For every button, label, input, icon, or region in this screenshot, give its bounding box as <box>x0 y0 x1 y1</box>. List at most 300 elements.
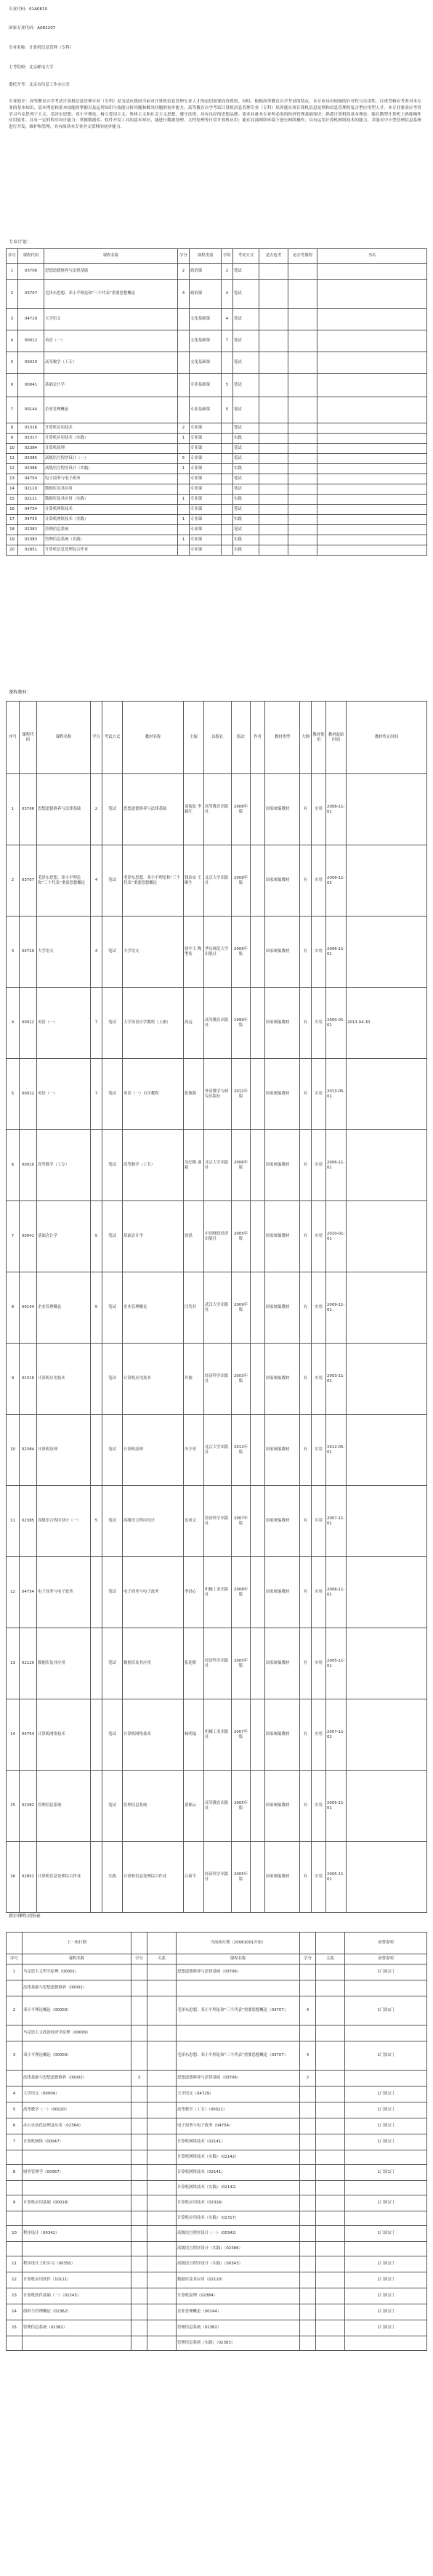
materials-cell: 02120 <box>20 1628 37 1699</box>
materials-cell <box>251 1415 265 1486</box>
table-row <box>7 2026 427 2041</box>
transition-header-cell: 课程名称 <box>23 1954 131 1964</box>
plan-cell <box>178 545 190 556</box>
materials-cell: 国家统编教材 <box>265 1699 300 1771</box>
materials-header-cell: 作者 <box>251 702 265 774</box>
materials-cell <box>347 1344 427 1415</box>
transition-cell <box>131 2226 147 2242</box>
table-row <box>7 2288 427 2304</box>
materials-cell: 有 <box>300 1557 312 1628</box>
materials-cell: 大学语文 <box>37 917 91 988</box>
transition-cell: 邓小平理论概论（00003） <box>23 2041 131 2071</box>
transition-cell: 3 <box>131 2071 147 2087</box>
materials-cell: 10 <box>7 1415 20 1486</box>
transition-cell <box>316 2087 345 2102</box>
materials-cell: 笔试 <box>102 1628 123 1699</box>
materials-cell: 北京大学出版社 <box>204 1130 232 1201</box>
table-row <box>7 2320 427 2336</box>
materials-cell: 5 <box>91 1272 102 1344</box>
table-row <box>7 1059 427 1130</box>
transition-cell <box>147 2256 177 2272</box>
materials-cell: 毛泽东思想、邓小平理论和“三个代表”重要思想概论 <box>123 845 184 917</box>
plan-cell <box>317 397 427 423</box>
materials-cell: 高级语言程序设计 <box>123 1486 184 1557</box>
materials-cell: 黄梯云 <box>184 1771 204 1842</box>
plan-cell: 笔试 <box>233 505 259 515</box>
transition-cell: 组织与管理概论（02362） <box>23 2304 131 2320</box>
plan-cell <box>317 264 427 280</box>
plan-header-cell: 考试方式 <box>233 249 259 264</box>
plan-cell: 企业管理概论 <box>44 397 178 423</box>
materials-cell <box>347 1059 427 1130</box>
materials-cell: 2007-11-01 <box>326 1486 347 1557</box>
materials-cell: 7 <box>7 1201 20 1272</box>
plan-cell <box>259 423 288 434</box>
transition-cell: 10 <box>7 2226 23 2242</box>
plan-cell <box>288 309 317 330</box>
plan-cell: 00041 <box>18 374 44 397</box>
transition-cell <box>7 1980 23 1996</box>
transition-period-header-cell <box>7 1933 23 1954</box>
transition-cell: 计算机网络技术（实践）（02142） <box>177 2181 300 2195</box>
transition-cell: 马克思主义哲学原理（00001） <box>23 1964 131 1980</box>
materials-cell: 12 <box>7 1557 20 1628</box>
table-row <box>7 2304 427 2320</box>
plan-cell: 专业基础课 <box>190 374 222 397</box>
materials-cell: 实用 <box>312 845 326 917</box>
plan-cell <box>222 423 233 434</box>
materials-cell <box>347 1130 427 1201</box>
transition-table <box>6 1932 427 2351</box>
plan-cell: 17 <box>7 515 18 525</box>
transition-cell <box>147 2181 177 2195</box>
materials-cell: 实用 <box>312 1130 326 1201</box>
plan-cell: 笔试 <box>233 330 259 352</box>
plan-cell: 6 <box>7 374 18 397</box>
plan-cell: 政治课 <box>190 264 222 280</box>
table-row <box>7 1130 427 1201</box>
materials-cell: 笔试 <box>102 1486 123 1557</box>
transition-cell: 毛泽东思想、邓小平理论和“三个代表”重要思想概论（03707） <box>177 1996 300 2026</box>
materials-cell: 迟成文 <box>184 1486 204 1557</box>
table-row <box>7 474 427 484</box>
materials-cell: 张敬源 <box>184 1059 204 1130</box>
plan-cell: 专业基础课 <box>190 397 222 423</box>
materials-cell: 00012 <box>20 988 37 1059</box>
materials-cell: 2000-01-01 <box>326 988 347 1059</box>
plan-cell <box>288 280 317 309</box>
materials-cell: 有 <box>300 1344 312 1415</box>
plan-cell: 笔试 <box>233 309 259 330</box>
plan-cell <box>288 464 317 474</box>
materials-cell: 有 <box>300 774 312 845</box>
plan-header-cell: 是否考课程 <box>288 249 317 264</box>
plan-cell: 实践 <box>233 545 259 556</box>
plan-cell <box>288 264 317 280</box>
plan-cell <box>288 434 317 444</box>
materials-cell: 计算机网络技术 <box>123 1699 184 1771</box>
plan-cell: 专业课 <box>190 434 222 444</box>
table-row <box>7 845 427 917</box>
table-row <box>7 2211 427 2226</box>
materials-cell: 实用 <box>312 1272 326 1344</box>
table-row <box>7 1272 427 1344</box>
transition-cell <box>345 2336 427 2351</box>
transition-cell: 计算机软件基础（一）（02243） <box>23 2288 131 2304</box>
materials-cell <box>251 1059 265 1130</box>
plan-cell <box>222 535 233 545</box>
plan-cell: 2 <box>7 280 18 309</box>
materials-cell: 英语（一）自学教程 <box>123 1059 184 1130</box>
table-row <box>7 2336 427 2351</box>
plan-cell: 笔试 <box>233 397 259 423</box>
materials-cell: 基础会计学 <box>37 1201 91 1272</box>
plan-cell: 计算机网络技术 <box>44 505 178 515</box>
table-row <box>7 1415 427 1486</box>
table-row <box>7 2181 427 2195</box>
plan-cell <box>259 397 288 423</box>
exam-school: 主考院校：北京邮电大学 <box>9 65 54 70</box>
materials-cell: 2008年版 <box>232 845 251 917</box>
transition-cell <box>147 2165 177 2181</box>
transition-cell <box>7 2071 23 2087</box>
transition-period-header-cell <box>147 1933 177 1954</box>
plan-header-cell: 课程名称 <box>44 249 178 264</box>
plan-cell: 高级语言程序设计（一） <box>44 454 178 464</box>
transition-cell: 法律基础与思想道德修养（00002） <box>23 2071 131 2087</box>
materials-cell: 有 <box>300 1699 312 1771</box>
plan-cell <box>222 444 233 454</box>
plan-cell: 1 <box>178 495 190 505</box>
plan-cell: 5 <box>222 397 233 423</box>
transition-cell: 1门顶1门 <box>345 2041 427 2071</box>
materials-header-cell: 出版社 <box>204 702 232 774</box>
materials-cell: 4 <box>7 988 20 1059</box>
table-row <box>7 2165 427 2181</box>
transition-header-cell: 学分 <box>300 1954 316 1964</box>
plan-header-cell: 序号 <box>7 249 18 264</box>
materials-cell <box>347 917 427 988</box>
plan-cell: 12 <box>7 464 18 474</box>
plan-cell: 00020 <box>18 352 44 374</box>
materials-cell: 计算机应用技术 <box>123 1344 184 1415</box>
materials-cell: 04754 <box>20 1699 37 1771</box>
transition-cell <box>177 2026 300 2041</box>
plan-cell <box>317 525 427 535</box>
plan-cell: 02317 <box>18 434 44 444</box>
plan-cell: 专业课 <box>190 525 222 535</box>
plan-cell: 02382 <box>18 525 44 535</box>
plan-cell <box>288 545 317 556</box>
plan-cell <box>317 280 427 309</box>
materials-cell: 有 <box>300 1415 312 1486</box>
transition-cell: 1门顶1门 <box>345 2272 427 2288</box>
materials-cell <box>251 1272 265 1344</box>
transition-cell <box>345 2211 427 2226</box>
plan-cell: 计算机应用技术 <box>44 423 178 434</box>
plan-cell: 04754 <box>18 505 44 515</box>
transition-cell <box>300 2320 316 2336</box>
plan-cell: 毛泽东思想、邓小平理论和“三个代表”重要思想概论 <box>44 280 178 309</box>
materials-cell: 有 <box>300 845 312 917</box>
materials-cell: 2 <box>91 774 102 845</box>
materials-cell: 经济科学出版社 <box>204 1842 232 1913</box>
plan-cell <box>317 309 427 330</box>
materials-header-cell: 大纲 <box>300 702 312 774</box>
table-row <box>7 545 427 556</box>
transition-cell <box>316 2150 345 2165</box>
transition-cell <box>131 2181 147 2195</box>
plan-cell <box>317 535 427 545</box>
transition-cell: 1门顶1门 <box>345 2288 427 2304</box>
plan-cell <box>288 525 317 535</box>
table-row <box>7 1201 427 1272</box>
transition-cell <box>131 1980 147 1996</box>
transition-cell: 高等数学（一）（00020） <box>23 2102 131 2118</box>
transition-cell <box>131 2118 147 2134</box>
transition-cell: 电子商务与电子政务（04754） <box>177 2118 300 2134</box>
plan-cell <box>222 505 233 515</box>
materials-cell: 笔试 <box>102 1272 123 1344</box>
transition-cell: 计算机网络（00047） <box>23 2134 131 2150</box>
transition-cell <box>131 2336 147 2351</box>
transition-cell <box>300 2304 316 2320</box>
plan-cell <box>178 505 190 515</box>
plan-cell: 7 <box>222 330 233 352</box>
plan-cell <box>259 330 288 352</box>
plan-cell: 计算机网络技术（实践） <box>44 515 178 525</box>
transition-cell <box>300 2256 316 2272</box>
plan-cell: 7 <box>7 397 18 423</box>
transition-cell <box>316 2304 345 2320</box>
plan-cell: 13 <box>7 474 18 484</box>
plan-header-cell: 是否选考 <box>259 249 288 264</box>
transition-cell <box>7 2211 23 2226</box>
materials-cell: 思想道德修养与法律基础 <box>123 774 184 845</box>
transition-cell: 13 <box>7 2288 23 2304</box>
materials-cell: 03707 <box>20 845 37 917</box>
materials-cell <box>251 845 265 917</box>
table-row <box>7 2272 427 2288</box>
materials-cell: 2007年版 <box>232 1699 251 1771</box>
transition-cell <box>147 2304 177 2320</box>
materials-cell: 李洪心 <box>184 1557 204 1628</box>
transition-cell: 2 <box>7 1996 23 2026</box>
plan-cell <box>259 444 288 454</box>
plan-cell <box>259 454 288 464</box>
materials-cell: 2006年版 <box>232 1130 251 1201</box>
materials-cell: 国家统编教材 <box>265 1201 300 1272</box>
materials-cell: 企业管理概论 <box>123 1272 184 1344</box>
plan-table <box>6 248 427 556</box>
materials-cell <box>347 1842 427 1913</box>
transition-period-header-cell: 当前执行期（20081001开始） <box>177 1933 300 1954</box>
materials-cell: 2005-11-01 <box>326 1628 347 1699</box>
transition-cell: 1门顶1门 <box>345 2195 427 2211</box>
plan-cell: 笔试 <box>233 264 259 280</box>
materials-cell <box>251 1130 265 1201</box>
table-row <box>7 2041 427 2071</box>
plan-cell: 18 <box>7 525 18 535</box>
plan-cell <box>288 374 317 397</box>
transition-cell: 1门顶1门 <box>345 1996 427 2026</box>
transition-cell <box>316 2181 345 2195</box>
transition-cell: 14 <box>7 2304 23 2320</box>
materials-cell: 2006-11-01 <box>326 1130 347 1201</box>
plan-cell: 笔试 <box>233 423 259 434</box>
table-row <box>7 2134 427 2150</box>
materials-cell: 2005年版 <box>232 1842 251 1913</box>
plan-cell: 高级语言程序设计（实践） <box>44 464 178 474</box>
plan-cell: 专业课 <box>190 505 222 515</box>
materials-cell: 国家统编教材 <box>265 774 300 845</box>
plan-cell <box>222 545 233 556</box>
plan-cell <box>288 454 317 464</box>
materials-cell: 实用 <box>312 1486 326 1557</box>
plan-cell: 数据库及其应用 <box>44 484 178 495</box>
materials-header-cell: 教材终止时间 <box>347 702 427 774</box>
materials-cell: 笔试 <box>102 774 123 845</box>
plan-cell: 专业课 <box>190 515 222 525</box>
materials-cell <box>347 1415 427 1486</box>
plan-header-cell: 课程代码 <box>18 249 44 264</box>
materials-cell: 有 <box>300 1201 312 1272</box>
materials-cell: 2006-11-01 <box>326 917 347 988</box>
materials-cell <box>251 917 265 988</box>
materials-cell: 有 <box>300 1628 312 1699</box>
transition-cell: 9 <box>7 2195 23 2211</box>
materials-cell: 国家统编教材 <box>265 1628 300 1699</box>
table-row <box>7 397 427 423</box>
transition-cell <box>131 2195 147 2211</box>
transition-cell <box>147 2242 177 2256</box>
plan-cell: 5 <box>7 352 18 374</box>
transition-cell: 15 <box>7 2320 23 2336</box>
plan-cell <box>317 515 427 525</box>
materials-cell: 国家统编教材 <box>265 1344 300 1415</box>
materials-header-cell: 主编 <box>184 702 204 774</box>
plan-cell: 高等数学（工专） <box>44 352 178 374</box>
transition-cell <box>23 2211 131 2226</box>
plan-cell: 笔试 <box>233 454 259 464</box>
table-row <box>7 2071 427 2087</box>
plan-cell <box>222 484 233 495</box>
table-row <box>7 1628 427 1699</box>
table-row <box>7 505 427 515</box>
materials-cell: 11 <box>7 1486 20 1557</box>
plan-cell: 20 <box>7 545 18 556</box>
plan-cell: 8 <box>7 423 18 434</box>
plan-cell: 实践 <box>233 515 259 525</box>
transition-period-header-cell: 上一执行期 <box>23 1933 131 1954</box>
transition-cell <box>147 2272 177 2288</box>
materials-cell: 4 <box>91 917 102 988</box>
table-row <box>7 1964 427 1980</box>
materials-cell: 吕新平 <box>184 1842 204 1913</box>
materials-cell: 高等数学（工专） <box>123 1130 184 1201</box>
transition-cell: 企业管理概论（00144） <box>177 2304 300 2320</box>
transition-cell: 大学语文（04729） <box>177 2087 300 2102</box>
transition-cell <box>316 1980 345 1996</box>
plan-cell: 文化基础课 <box>190 352 222 374</box>
transition-cell <box>316 2026 345 2041</box>
materials-cell: 02385 <box>20 1486 37 1557</box>
transition-cell: 1门顶1门 <box>345 2304 427 2320</box>
plan-cell <box>288 444 317 454</box>
materials-cell <box>347 1557 427 1628</box>
materials-cell: 02316 <box>20 1344 37 1415</box>
plan-cell: 1 <box>178 535 190 545</box>
plan-cell <box>178 525 190 535</box>
materials-cell: 计算机应用技术 <box>37 1344 91 1415</box>
materials-cell: 经济科学出版社 <box>204 1486 232 1557</box>
materials-cell: 02851 <box>20 1842 37 1913</box>
materials-cell: 2003-11-01 <box>326 1344 347 1415</box>
transition-cell: 思想道德修养与法律基础（03706） <box>177 1964 300 1980</box>
transition-cell <box>23 2242 131 2256</box>
transition-cell <box>300 2211 316 2226</box>
table-row <box>7 1771 427 1842</box>
transition-cell <box>316 1996 345 2026</box>
materials-cell: 02384 <box>20 1415 37 1486</box>
plan-cell: 专业课 <box>190 495 222 505</box>
materials-cell <box>251 1344 265 1415</box>
materials-cell: 中国财政经济出版社 <box>204 1201 232 1272</box>
table-row <box>7 525 427 535</box>
materials-cell: 03706 <box>20 774 37 845</box>
materials-cell: 13 <box>7 1628 20 1699</box>
materials-cell: 有 <box>300 1486 312 1557</box>
transition-cell <box>345 2150 427 2165</box>
materials-cell <box>91 1771 102 1842</box>
materials-table <box>6 701 427 1913</box>
plan-cell: 大学语文 <box>44 309 178 330</box>
transition-cell: 高等数学（工专）（00022） <box>177 2102 300 2118</box>
materials-header-cell: 教材名称 <box>123 702 184 774</box>
transition-cell: 1门顶1门 <box>345 2087 427 2102</box>
plan-cell: 04755 <box>18 515 44 525</box>
materials-cell: 国家统编教材 <box>265 1486 300 1557</box>
table-row <box>7 454 427 464</box>
materials-cell: 2012年版 <box>232 1415 251 1486</box>
materials-cell: 2003年版 <box>232 1344 251 1415</box>
transition-cell <box>300 2165 316 2181</box>
plan-cell <box>259 495 288 505</box>
transition-cell: 5 <box>7 2102 23 2118</box>
materials-cell: 有 <box>300 917 312 988</box>
plan-cell: 4 <box>178 280 190 309</box>
plan-cell: 03706 <box>18 264 44 280</box>
transition-cell: 思想道德修养与法律基础（03706） <box>177 2071 300 2087</box>
transition-cell <box>131 2304 147 2320</box>
transition-cell <box>131 2150 147 2165</box>
transition-cell: 管理信息系统（02382） <box>177 2320 300 2336</box>
plan-cell: 00144 <box>18 397 44 423</box>
transition-cell <box>131 2211 147 2226</box>
materials-cell: 00144 <box>20 1272 37 1344</box>
transition-cell <box>147 2087 177 2102</box>
transition-cell <box>131 2242 147 2256</box>
transition-cell: 1门顶1门 <box>345 2320 427 2336</box>
plan-cell <box>222 464 233 474</box>
materials-cell: 机械工业出版社 <box>204 1557 232 1628</box>
materials-cell: 笔试 <box>102 917 123 988</box>
transition-cell <box>147 2336 177 2351</box>
materials-cell: 高等数学（工专） <box>37 1130 91 1201</box>
major-name: 专业名称：计算机信息管理（专科） <box>9 46 74 50</box>
plan-cell: 专业课 <box>190 423 222 434</box>
transition-cell <box>316 2320 345 2336</box>
